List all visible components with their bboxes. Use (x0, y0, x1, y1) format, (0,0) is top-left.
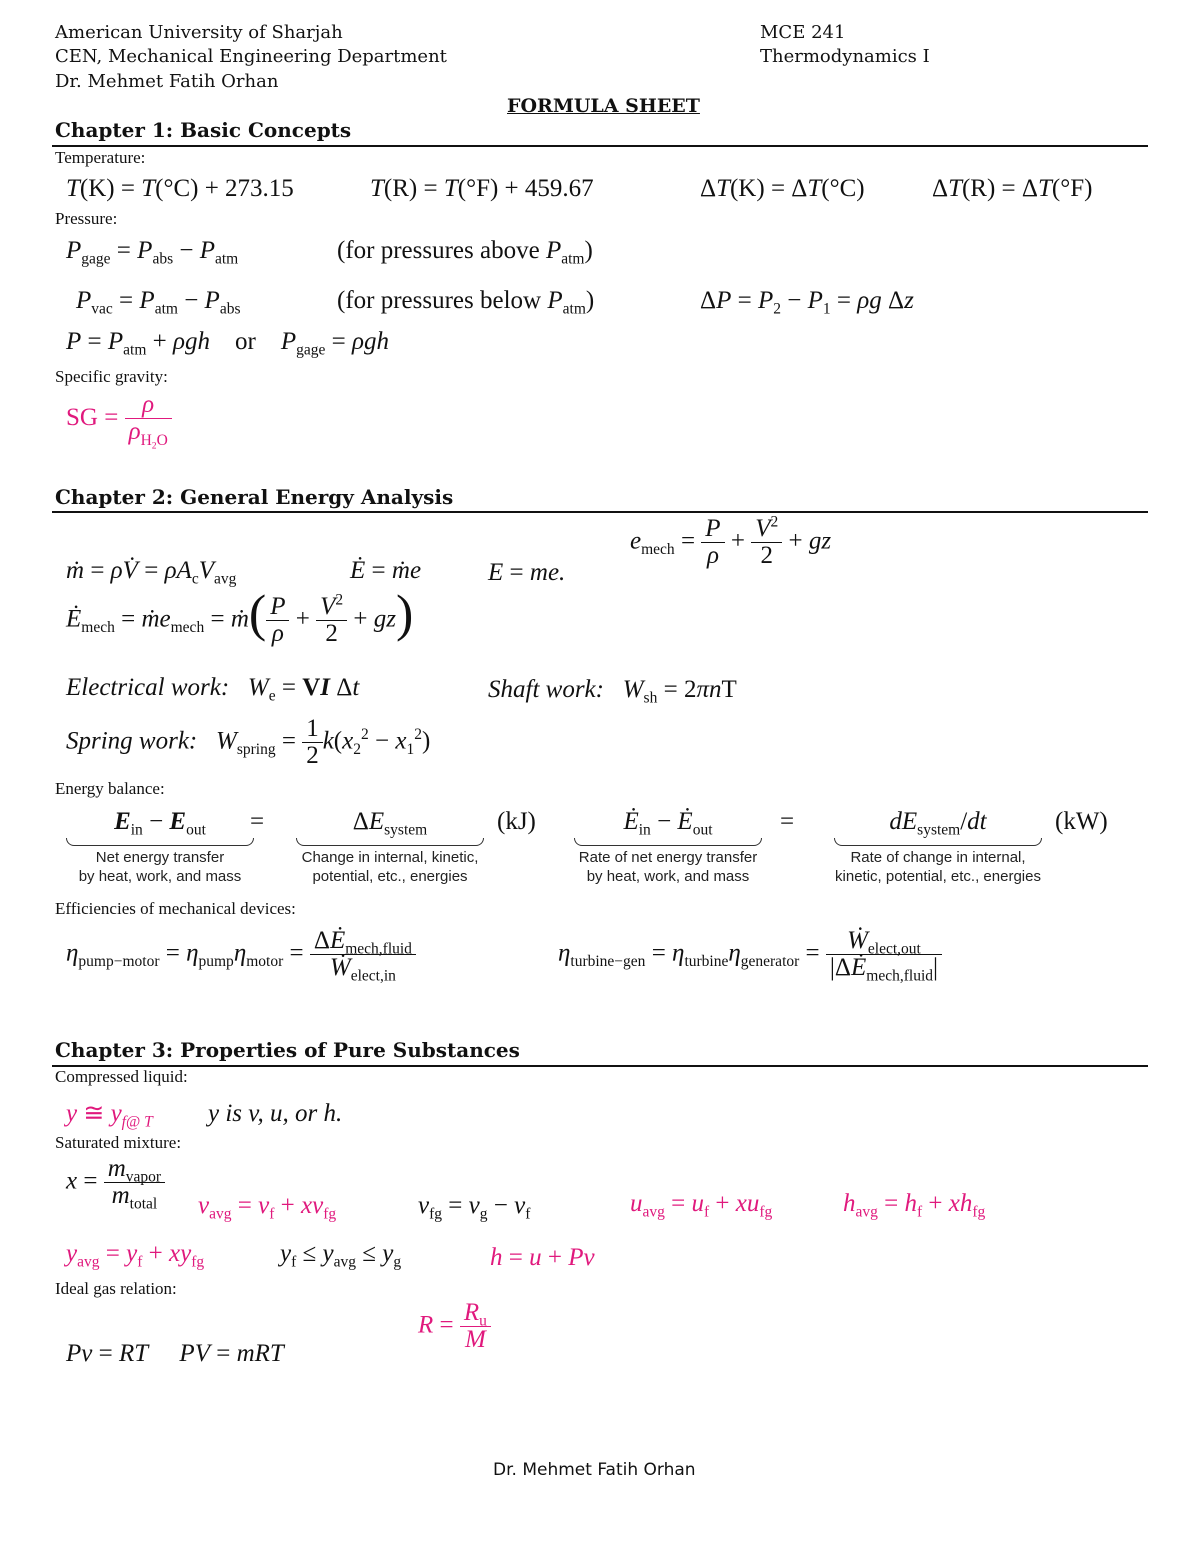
quality-formula: x = $\frac{m_{vapor}}{m_{total}}$ (66, 1156, 165, 1210)
shaft-work-label: Shaft work: (488, 676, 604, 703)
change-energy-note-2: potential, etc., energies (312, 868, 468, 885)
electrical-work-formula: Electrical work: $W_e$ = VI Δt (66, 674, 360, 705)
equals-sign-1: = (250, 808, 265, 835)
rate-transfer-note-2: by heat, work, and mass (586, 868, 750, 885)
ideal-gas-formula: Pv = RT PV = mRT (66, 1340, 284, 1367)
temperature-label: Temperature: (55, 148, 146, 167)
pump-motor-efficiency-formula: $\eta_{pump-motor} = \eta_{pump}\eta_{motor}$ = $\frac{\Delta Ė_{mech,fluid}}{Ẇ_{elect,in}}$ (66, 928, 416, 982)
energy-balance-label: Energy balance: (55, 779, 165, 798)
turbine-generator-efficiency-formula: $\eta_{turbine-gen} = \eta_{turbine}\eta_{generator}$ = $\frac{Ẇ_{elect,out}}{|\Delta Ė_{mech,fluid}|}$ (558, 928, 942, 982)
efficiency-label: Efficiencies of mechanical devices: (55, 899, 296, 918)
kj-unit: (kJ) (497, 808, 536, 835)
net-energy-note-1: Net energy transfer (95, 849, 225, 866)
or-word: or (235, 328, 256, 355)
v-avg-formula: $v_{avg} = v_f + xv_{fg}$ (198, 1192, 337, 1223)
y-avg-formula: $y_{avg} = y_f + xy_{fg}$ (66, 1240, 205, 1271)
energy-flow-formula: Ė = ṁe (350, 557, 422, 584)
saturated-mixture-label: Saturated mixture: (55, 1133, 182, 1152)
rate-transfer-brace (574, 838, 762, 846)
net-energy-transfer-term: $E_{in} - E_{out}$ Net energy transfer by heat, work, and mass (60, 808, 260, 886)
v-fg-formula: $v_{fg} = v_g - v_f$ (418, 1192, 531, 1223)
spring-work-label: Spring work: (66, 727, 198, 755)
kw-unit: (kW) (1055, 808, 1108, 835)
specific-gravity-formula: SG = $\frac{\rho}{\rho_{H_2O}}$ (66, 392, 172, 446)
university-name: American University of Sharjah (55, 22, 343, 43)
rankine-formula: T(R) = T(°F) + 459.67 (370, 175, 594, 202)
ideal-gas-label: Ideal gas relation: (55, 1279, 177, 1298)
gage-pressure-formula: $P_{gage} = P_{abs} - P_{atm}$ (66, 237, 239, 268)
rate-transfer-note-1: Rate of net energy transfer (578, 849, 758, 866)
h-avg-formula: $h_{avg} = h_f + xh_{fg}$ (843, 1190, 986, 1221)
below-atm-note: (for pressures below $P_{atm}$) (337, 287, 595, 318)
kelvin-formula: T(K) = T(°C) + 273.15 (66, 175, 294, 202)
above-atm-note: (for pressures above $P_{atm}$) (337, 237, 593, 268)
below-atm-text: (for pressures below (337, 287, 548, 314)
course-title: Thermodynamics I (760, 46, 930, 67)
sheet-title: FORMULA SHEET (507, 95, 700, 117)
compressed-liquid-label: Compressed liquid: (55, 1067, 188, 1086)
net-energy-note-2: by heat, work, and mass (78, 868, 242, 885)
energy-formula: E = me. (488, 559, 566, 586)
gas-constant-formula: R = $\frac{R_u}{M}$ (418, 1300, 491, 1354)
compressed-liquid-formula: y ≅ $y_{f@}$ $_T$ (66, 1100, 153, 1131)
chapter-1-rule (52, 145, 1148, 147)
rate-energy-transfer-term: $Ė_{in}$ − $Ė_{out}$ Rate of net energy transfer by heat, work, and mass (568, 808, 768, 886)
vacuum-pressure-formula: $P_{vac} = P_{atm} - P_{abs}$ (76, 287, 241, 318)
shaft-work-formula: Shaft work: $W_{sh} = 2\pi nT$ (488, 676, 737, 707)
course-code: MCE 241 (760, 22, 846, 43)
enthalpy-formula: h = u + Pv (490, 1244, 595, 1271)
change-energy-term: $\Delta E_{system}$ Change in internal, kinetic, potential, etc., energies (290, 808, 490, 886)
equals-sign-2: = (780, 808, 795, 835)
spring-work-formula: Spring work: $W_{spring}$ = $\frac{1}{2}$ $k(x_2^2 - x_1^2)$ (66, 715, 431, 770)
rate-change-note-2: kinetic, potential, etc., energies (835, 868, 1041, 885)
delta-kelvin-formula: ΔT(K) = ΔT(°C) (700, 175, 865, 202)
u-avg-formula: $u_{avg} = u_f + xu_{fg}$ (630, 1190, 773, 1221)
chapter-3-rule (52, 1065, 1148, 1067)
mechanical-energy-rate-formula: $Ė_{mech}$ = ṁe$_{mech}$ = ṁ( $\frac{P}{\rho}$ + $\frac{V^2}{2}$ + gz) (66, 585, 414, 648)
chapter-1-heading: Chapter 1: Basic Concepts (55, 118, 352, 142)
instructor-name: Dr. Mehmet Fatih Orhan (55, 71, 279, 92)
change-energy-brace (296, 838, 484, 846)
net-energy-brace (66, 838, 254, 846)
y-bounds-formula: $y_f \le y_{avg} \le y_g$ (280, 1240, 402, 1271)
chapter-2-heading: Chapter 2: General Energy Analysis (55, 485, 454, 509)
chapter-2-rule (52, 511, 1148, 513)
delta-rankine-formula: ΔT(R) = ΔT(°F) (932, 175, 1093, 202)
mass-flow-formula: ṁ = ρV̇ = $\rho A_cV_{avg}$ (66, 557, 237, 588)
electrical-work-label: Electrical work: (66, 674, 230, 701)
y-variable-note: y is v, u, or h. (208, 1100, 343, 1127)
department-name: CEN, Mechanical Engineering Department (55, 46, 447, 67)
change-energy-note-1: Change in internal, kinetic, (301, 849, 479, 866)
rate-change-term: $dE_{system}/dt$ Rate of change in internal, kinetic, potential, etc., energies (828, 808, 1048, 886)
delta-pressure-formula: $\Delta P = P_2 - P_1 = \rho g$ Δz (700, 287, 914, 318)
specific-gravity-label: Specific gravity: (55, 367, 168, 386)
pressure-label: Pressure: (55, 209, 118, 228)
hydrostatic-formula: $P = P_{atm} + \rho gh$ or $P_{gage} = \rho gh$ (66, 328, 390, 359)
mechanical-energy-formula: $e_{mech}$ = $\frac{P}{\rho}$ + $\frac{V^2}{2}$ + gz (630, 513, 832, 570)
rate-change-brace (834, 838, 1042, 846)
footer-author: Dr. Mehmet Fatih Orhan (493, 1460, 696, 1480)
rate-change-note-1: Rate of change in internal, (850, 849, 1026, 866)
chapter-3-heading: Chapter 3: Properties of Pure Substances (55, 1038, 520, 1062)
above-atm-text: (for pressures above (337, 237, 546, 264)
